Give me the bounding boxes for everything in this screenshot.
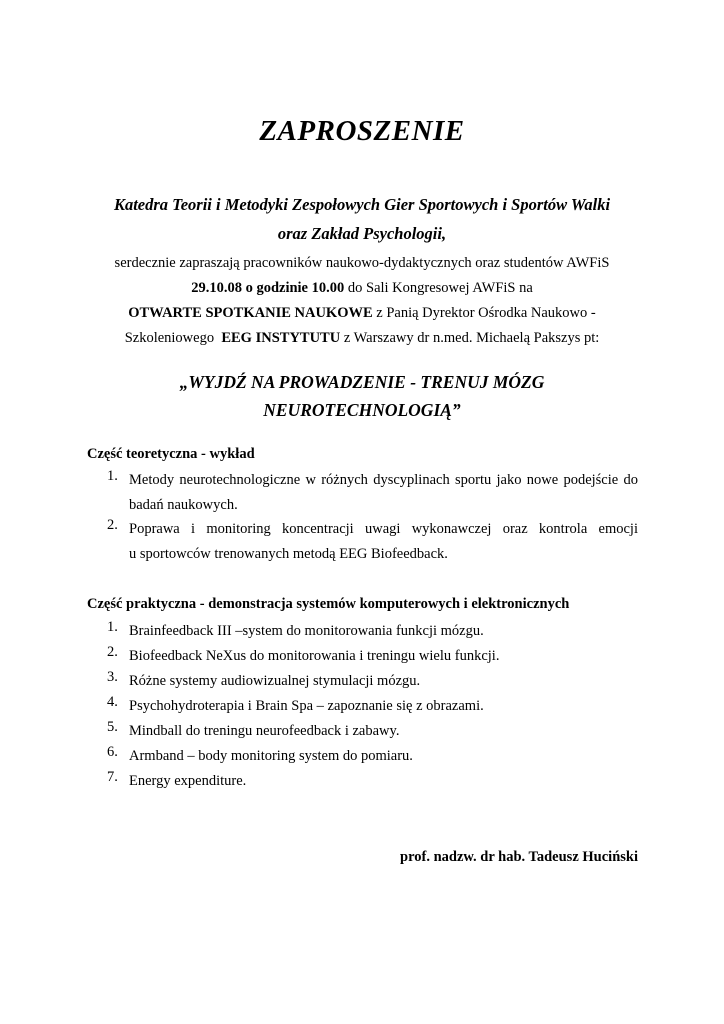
list-item-line: Poprawa i monitoring koncentracji uwagi wykonawczej oraz kontrola emocji: [129, 521, 638, 537]
list-item: [107, 669, 638, 694]
list-item: [107, 644, 638, 669]
event-date-time: 29.10.08 o godzinie 10.00: [191, 280, 345, 296]
list-item-text: Energy expenditure.: [129, 773, 247, 789]
list-item: [107, 744, 638, 769]
list-item-number: 3.: [107, 669, 118, 685]
guest-affiliation-end: z Warszawy dr n.med. Michaelą Pakszys pt:: [340, 330, 600, 346]
document-title: ZAPROSZENIE: [259, 115, 465, 147]
practice-section-heading: Część praktyczna - demonstracja systemów komputerowych i elektronicznych: [87, 596, 570, 612]
list-item: [107, 619, 638, 644]
institute-name: EEG INSTYTUTU: [221, 330, 341, 346]
list-item-line: Metody neurotechnologiczne w różnych dyscyplinach sportu jako nowe podejście do: [129, 472, 638, 488]
list-item-text: Różne systemy audiowizualnej stymulacji mózgu.: [129, 673, 421, 689]
list-item-number: 5.: [107, 719, 118, 735]
event-location: do Sali Kongresowej AWFiS na: [344, 280, 533, 296]
invitation-line-3: [0, 305, 724, 322]
guest-affiliation-start: Szkoleniowego: [124, 330, 222, 346]
list-item-number: 2.: [107, 644, 118, 660]
list-item: [107, 517, 638, 567]
theory-section-heading: Część teoretyczna - wykład: [87, 446, 255, 462]
list-item-text: Mindball do treningu neurofeedback i zabawy.: [129, 723, 400, 739]
list-item-number: 2.: [107, 517, 118, 533]
organizer-line-2: oraz Zakład Psychologii,: [277, 224, 447, 243]
list-item-text: Brainfeedback III –system do monitorowania funkcji mózgu.: [129, 623, 484, 639]
list-item-number: 4.: [107, 694, 118, 710]
list-item-number: 1.: [107, 468, 118, 484]
invitation-line-1: serdecznie zapraszają pracowników naukowo-dydaktycznych oraz studentów AWFiS: [114, 255, 610, 271]
list-item: [107, 769, 638, 794]
list-item: [107, 719, 638, 744]
list-item-text: Psychohydroterapia i Brain Spa – zapoznanie się z obrazami.: [129, 698, 484, 714]
invitation-line-2: [0, 280, 724, 297]
lecture-title-line-1: „WYJDŹ NA PROWADZENIE - TRENUJ MÓZG: [179, 372, 545, 392]
event-guest-intro: z Panią Dyrektor Ośrodka Naukowo -: [372, 305, 596, 321]
list-item: [107, 468, 638, 518]
list-item-text: [129, 517, 638, 567]
list-item-number: 7.: [107, 769, 118, 785]
list-item-number: 6.: [107, 744, 118, 760]
list-item-line: u sportowców trenowanych metodą EEG Biofeedback.: [129, 546, 448, 562]
list-item-line: badań naukowych.: [129, 497, 238, 513]
event-name: OTWARTE SPOTKANIE NAUKOWE: [128, 305, 373, 321]
list-item: [107, 694, 638, 719]
list-item-text: Biofeedback NeXus do monitorowania i treningu wielu funkcji.: [129, 648, 500, 664]
list-item-number: 1.: [107, 619, 118, 635]
lecture-title-line-2: NEUROTECHNOLOGIĄ”: [263, 400, 461, 420]
signature: prof. nadzw. dr hab. Tadeusz Huciński: [400, 849, 638, 865]
invitation-line-4: [0, 330, 724, 347]
list-item-text: Armband – body monitoring system do pomiaru.: [129, 748, 413, 764]
list-item-text: [129, 468, 638, 518]
organizer-line-1: Katedra Teorii i Metodyki Zespołowych Gier Sportowych i Sportów Walki: [113, 195, 611, 214]
